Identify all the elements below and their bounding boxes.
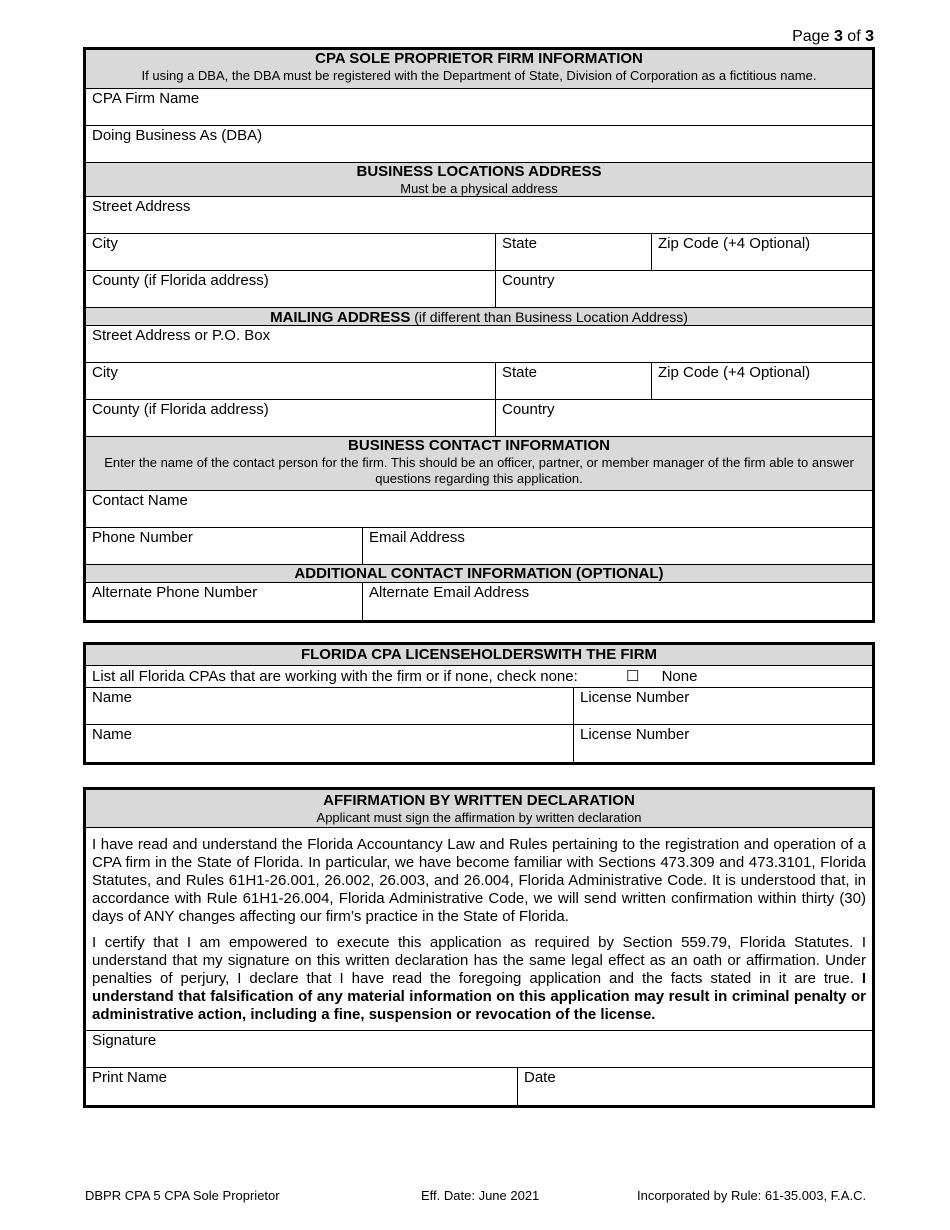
business-zip-field[interactable]: [651, 234, 872, 270]
business-county-label: County (if Florida address): [92, 272, 269, 289]
affirmation-header: [86, 790, 872, 827]
alt-phone-field[interactable]: [86, 583, 362, 620]
business-zip-label: Zip Code (+4 Optional): [658, 235, 811, 252]
additional-contact-header: [86, 565, 872, 582]
mailing-state-field[interactable]: [495, 363, 651, 399]
print-name-field[interactable]: [86, 1068, 517, 1105]
page-of: of: [847, 28, 861, 45]
dba-field[interactable]: [86, 126, 872, 162]
cpa-name-label: Name: [92, 689, 133, 706]
business-city-field[interactable]: [86, 234, 495, 270]
footer-rule: Incorporated by Rule: 61-35.003, F.A.C.: [637, 1188, 867, 1203]
alt-email-field[interactable]: [362, 583, 872, 620]
contact-title: BUSINESS CONTACT INFORMATION: [348, 437, 610, 454]
licenseholders-section: [83, 642, 875, 765]
footer-form-id: DBPR CPA 5 CPA Sole Proprietor: [85, 1188, 280, 1203]
date-field[interactable]: [517, 1068, 872, 1105]
contact-phone-label: Phone Number: [92, 529, 193, 546]
mailing-zip-label: Zip Code (+4 Optional): [658, 364, 811, 381]
firm-name-label: CPA Firm Name: [92, 90, 200, 107]
licenseholders-instruction-row: [86, 666, 872, 687]
checkbox-icon[interactable]: ☐: [625, 668, 640, 685]
affirmation-text: [86, 828, 872, 1030]
firm-name-field[interactable]: [86, 89, 872, 125]
page-current: 3: [833, 28, 843, 45]
cpa-name-field-2[interactable]: [86, 725, 573, 762]
contact-subtitle: Enter the name of the contact person for the firm. This should be an officer, partner, or member manager of the firm able to answer questions regarding this application.: [104, 455, 854, 486]
business-country-field[interactable]: [495, 271, 872, 307]
firm-info-header: [86, 50, 872, 88]
mailing-city-label: City: [92, 364, 118, 381]
contact-name-label: Contact Name: [92, 492, 188, 509]
mailing-header: [86, 308, 872, 325]
license-number-label: License Number: [580, 689, 690, 706]
footer-eff-date: Eff. Date: June 2021: [421, 1188, 540, 1203]
licenseholders-header: [86, 645, 872, 665]
mailing-city-field[interactable]: [86, 363, 495, 399]
licenseholders-title: FLORIDA CPA LICENSEHOLDERSWITH THE FIRM: [300, 646, 658, 663]
mailing-street-field[interactable]: [86, 326, 872, 362]
additional-contact-title: ADDITIONAL CONTACT INFORMATION (OPTIONAL): [294, 565, 664, 582]
page-total: 3: [865, 28, 874, 45]
mailing-zip-field[interactable]: [651, 363, 872, 399]
affirmation-title: AFFIRMATION BY WRITTEN DECLARATION: [323, 792, 635, 809]
license-number-field-1[interactable]: [573, 688, 872, 724]
business-street-field[interactable]: [86, 197, 872, 233]
business-city-label: City: [92, 235, 118, 252]
affirmation-subtitle: Applicant must sign the affirmation by written declaration: [316, 810, 642, 825]
license-number-field-2[interactable]: [573, 725, 872, 762]
mailing-country-label: Country: [502, 401, 555, 418]
date-label: Date: [524, 1069, 556, 1086]
licenseholders-instruction: List all Florida CPAs that are working with the firm or if none, check none:: [92, 668, 578, 685]
mailing-county-label: County (if Florida address): [92, 401, 269, 418]
firm-information-section: [83, 47, 875, 623]
contact-header: [86, 437, 872, 490]
contact-name-field[interactable]: [86, 491, 872, 527]
affirmation-paragraph-1: I have read and understand the Florida Accountancy Law and Rules pertaining to the registration and operation of a CPA firm in the State of Florida. In particular, we have become familiar with Sections 473.309 and 473.3101, Florida Statutes, and Rules 61H1-26.001, 26.002, 26.003, and 26.004, Florida Administrative Code. It is understood that, in accordance with Rule 61H1-26.004, Florida Administrative Code, we will send written confirmation within thirty (30) days of ANY changes affecting our firm’s practice in the State of Florida.: [92, 836, 866, 925]
mailing-title: MAILING ADDRESS: [270, 309, 411, 325]
none-label: None: [661, 668, 698, 685]
contact-phone-field[interactable]: [86, 528, 362, 564]
contact-email-field[interactable]: [362, 528, 872, 564]
firm-info-title: CPA SOLE PROPRIETOR FIRM INFORMATION: [315, 50, 643, 67]
mailing-title-note: (if different than Business Location Address): [410, 309, 688, 325]
page-number: [792, 28, 874, 46]
cpa-name-label: Name: [92, 726, 133, 743]
dba-label: Doing Business As (DBA): [92, 127, 263, 144]
affirmation-section: [83, 787, 875, 1108]
mailing-country-field[interactable]: [495, 400, 872, 436]
business-state-label: State: [502, 235, 538, 252]
business-location-subtitle: Must be a physical address: [400, 181, 558, 196]
alt-phone-label: Alternate Phone Number: [92, 584, 258, 601]
contact-email-label: Email Address: [369, 529, 465, 546]
business-location-header: [86, 163, 872, 196]
business-country-label: Country: [502, 272, 555, 289]
business-state-field[interactable]: [495, 234, 651, 270]
signature-label: Signature: [92, 1032, 157, 1049]
cpa-name-field-1[interactable]: [86, 688, 573, 724]
page-label: Page: [792, 28, 830, 45]
alt-email-label: Alternate Email Address: [369, 584, 530, 601]
affirmation-warning: I understand that falsification of any material information on this application may result in criminal penalty or administrative action, including a fine, suspension or revocation of the license.: [92, 970, 866, 1023]
firm-info-subtitle: If using a DBA, the DBA must be registered with the Department of State, Division of Corporation as a fictitious name.: [141, 68, 817, 83]
business-county-field[interactable]: [86, 271, 495, 307]
mailing-street-label: Street Address or P.O. Box: [92, 327, 271, 344]
none-checkbox[interactable]: [626, 667, 697, 686]
mailing-county-field[interactable]: [86, 400, 495, 436]
business-street-label: Street Address: [92, 198, 191, 215]
signature-field[interactable]: [86, 1031, 872, 1067]
print-name-label: Print Name: [92, 1069, 168, 1086]
affirmation-paragraph-2: I certify that I am empowered to execute this application as required by Section 559.79, Florida Statutes. I understand that my signature on this written declaration has the same legal effect as an oath or affirmation. Under penalties of perjury, I declare that I have read the foregoing application and the facts stated in it are true.: [92, 934, 866, 987]
license-number-label: License Number: [580, 726, 690, 743]
mailing-state-label: State: [502, 364, 538, 381]
business-location-title: BUSINESS LOCATIONS ADDRESS: [356, 163, 602, 180]
